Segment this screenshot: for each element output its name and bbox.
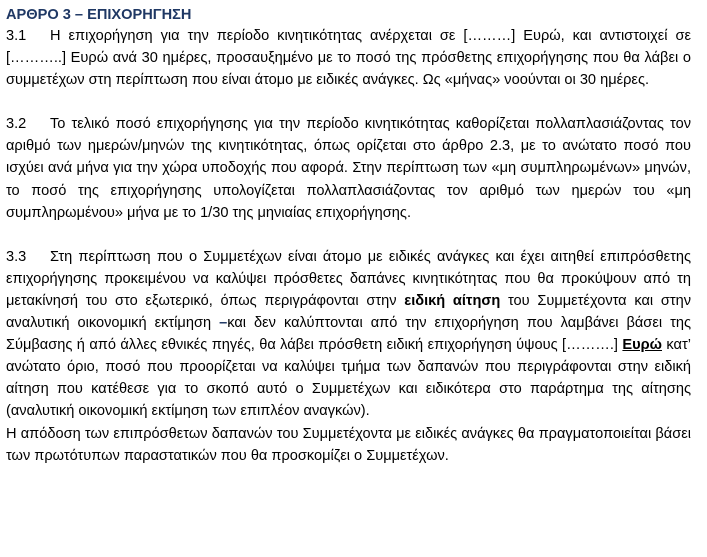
paragraph-text-part4: κατ’ ανώτατο όριο, ποσό που προορίζεται να καλύψει τμήμα των δαπανών που περιγράφονται στην ειδική αίτηση που κατέθεσε για το σκοπό αυτό ο Συμμετέχων και ειδικότερα στο παράρτημα της αίτησης (αναλυτική οικονομική εκτίμηση των επιπλέον αναγκών). xyxy=(6,337,691,420)
paragraph-text-part3: και δεν καλύπτονται από την επιχορήγηση που λαμβάνει βάσει της Σύμβασης ή από άλλες εθνικές πηγές, θα λάβει πρόσθετη ειδική επιχορήγηση ύψους [……….] xyxy=(6,315,691,354)
paragraph-text-part2: του Συμμετέχοντα και στην αναλυτική οικονομική εκτίμηση xyxy=(6,292,692,332)
paragraph-number: 3.3 xyxy=(6,248,27,265)
paragraph-text-part1: Στη περίπτωση που ο Συμμετέχων είναι άτομο με ειδικές ανάγκες και έχει αιτηθεί επιπρόσθετης επιχορήγησης προκειμένου να καλύψει πρόσθετες δαπάνες κινητικότητας που θα προκύψουν από τη μετακίνησή του στο εξωτερικό, όπως περιγράφονται στην xyxy=(6,248,691,309)
euro-term: Ευρώ xyxy=(622,337,662,354)
paragraph-3-3 xyxy=(6,246,691,423)
paragraph-text: Η απόδοση των επιπρόσθετων δαπανών του Συμμετέχοντα με ειδικές ανάγκες θα πραγματοποιείται βάσει των πρωτότυπων παραστατικών που θα προσκομίζει ο Συμμετέχων. xyxy=(6,425,691,464)
paragraph-text: Η επιχορήγηση για την περίοδο κινητικότητας ανέρχεται σε [………] Ευρώ, και αντιστοιχεί σε [………..] Ευρώ ανά 30 ημέρες, προσαυξημένο με το ποσό της πρόσθετης επιχορήγησης που θα λάβει ο συμμετέχων στη περίπτωση που είναι άτομο με ειδικές ανάγκες. Ως «μήνας» νοούνται οι 30 ημέρες. xyxy=(6,28,691,89)
document-body xyxy=(6,6,691,467)
paragraph-reimbursement xyxy=(6,423,691,467)
paragraph-text: Το τελικό ποσό επιχορήγησης για την περίοδο κινητικότητας καθορίζεται πολλαπλασιάζοντας τον αριθμό των ημερών/μηνών της κινητικότητας, όπως ορίζεται στο άρθρο 2.3, με το ανώτατο ποσό που ισχύει ανά μήνα για την χώρα υποδοχής που αφορά. Στην περίπτωση των «μη συμπληρωμένων» μηνών, το ποσό της επιχορήγησης υπολογίζεται πολλαπλασιάζοντας τον αριθμό των ημερών του «μη συμπληρωμένου» μήνα με το 1/30 της μηνιαίας επιχορήγησης. xyxy=(6,116,691,221)
paragraph-number: 3.2 xyxy=(6,116,27,133)
inserted-dash: – xyxy=(219,315,228,332)
paragraph-3-1 xyxy=(6,25,691,91)
paragraph-3-2 xyxy=(6,113,691,223)
article-title: ΑΡΘΡΟ 3 – ΕΠΙΧΟΡΗΓΗΣΗ xyxy=(6,7,192,23)
paragraph-number: 3.1 xyxy=(6,28,27,44)
special-application-term: ειδική αίτηση xyxy=(404,292,501,309)
